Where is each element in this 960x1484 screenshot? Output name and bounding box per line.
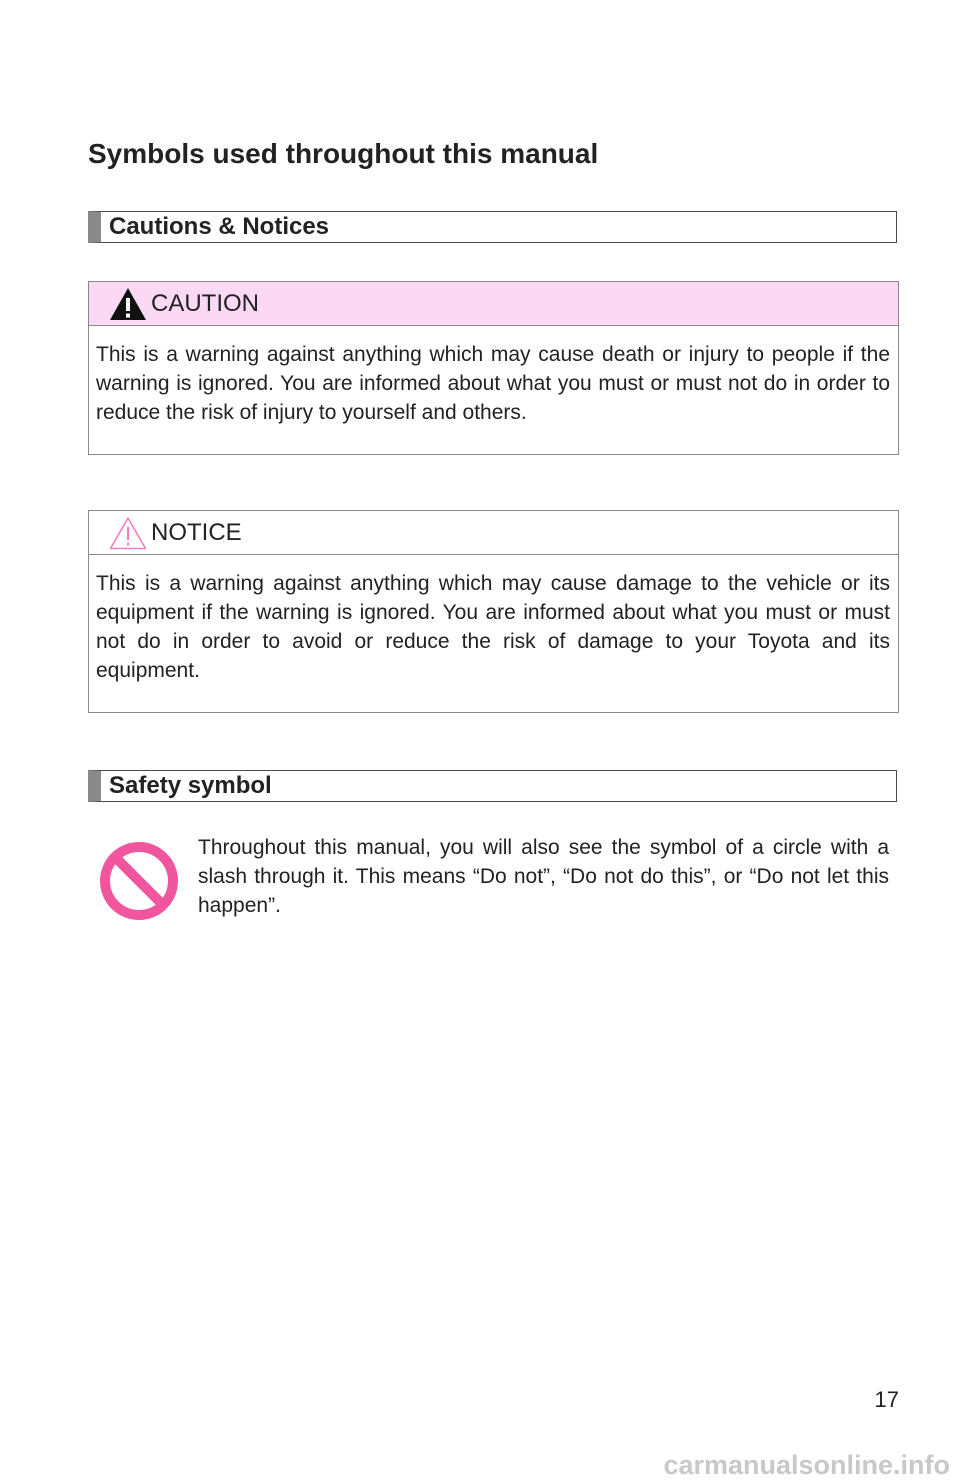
notice-header <box>89 511 898 555</box>
page-title: Symbols used throughout this manual <box>88 138 599 169</box>
notice-label: NOTICE <box>151 519 242 546</box>
caution-label: CAUTION <box>151 290 259 317</box>
watermark: carmanualsonline.info <box>663 1450 950 1480</box>
warning-triangle-outline-icon <box>109 516 147 550</box>
section-heading-cautions-notices <box>88 211 897 243</box>
caution-header <box>89 282 898 326</box>
prohibition-icon <box>99 841 179 921</box>
notice-box <box>88 510 899 713</box>
caution-box <box>88 281 899 455</box>
caution-text: This is a warning against anything which may cause death or injury to people if the warning is ignored. You are informed about what you must or must not do in order to reduce the risk of injury to yourself and others. <box>96 343 890 424</box>
safety-symbol-text: Throughout this manual, you will also see the symbol of a circle with a slash through it. This means “Do not”, “Do not do this”, or “Do not let this happen”. <box>198 836 889 917</box>
warning-triangle-filled-icon <box>109 287 147 321</box>
section-heading-label: Safety symbol <box>109 772 272 799</box>
section-heading-safety-symbol <box>88 770 897 802</box>
section-heading-label: Cautions & Notices <box>109 213 330 240</box>
notice-text: This is a warning against anything which may cause damage to the vehicle or its equipment if the warning is ignored. You are informed about what you must or must not do in order to avoid or reduce the risk of damage to your Toyota and its equipment. <box>96 572 890 682</box>
page-number: 17 <box>874 1387 899 1412</box>
